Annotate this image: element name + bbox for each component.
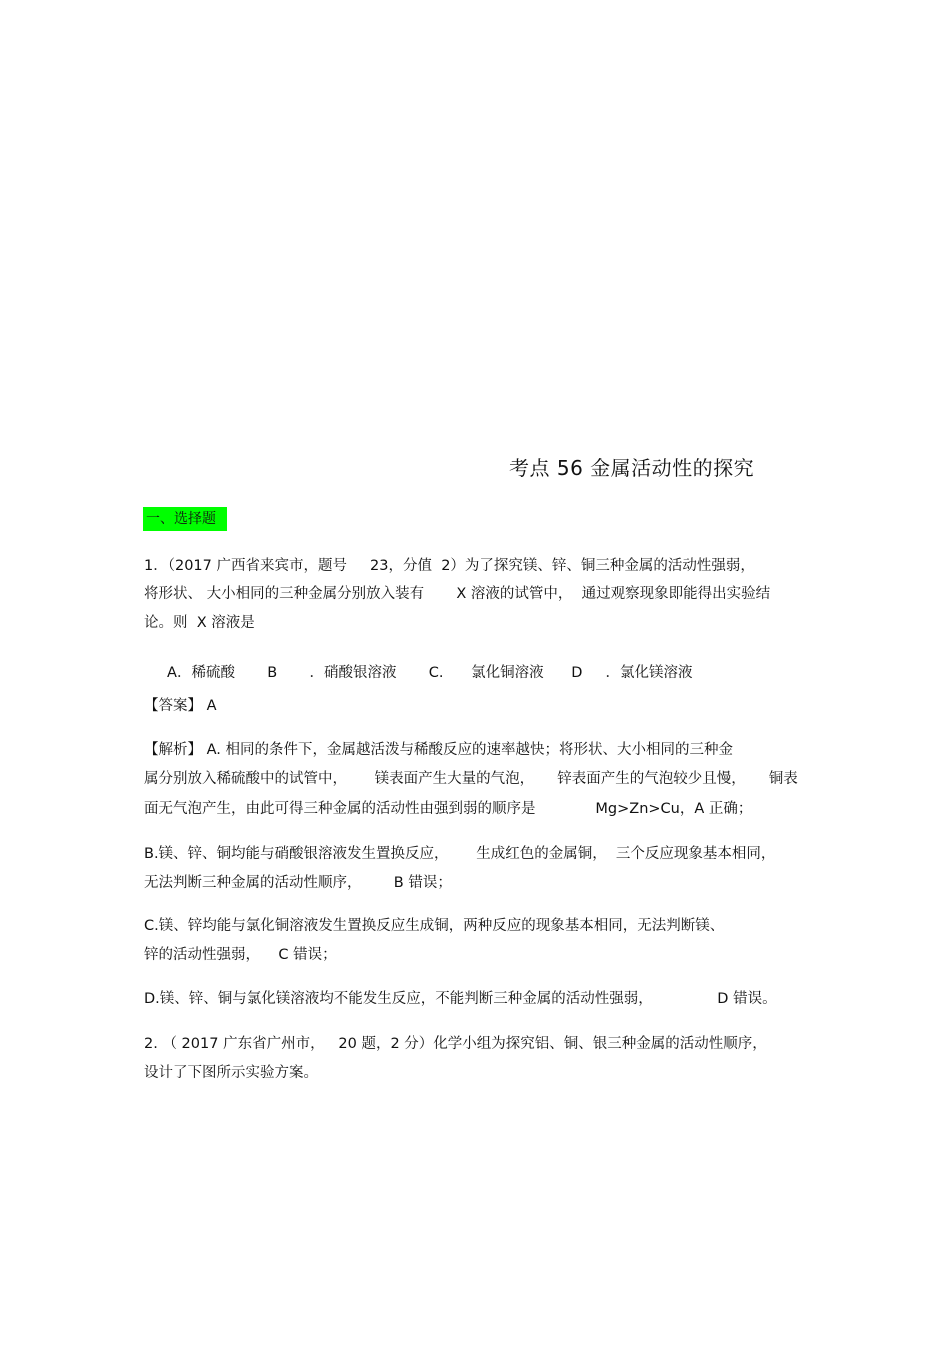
q1-line-2: 将形状、 大小相同的三种金属分别放入装有 X 溶液的试管中， 通过观察现象即能得出实验结 (144, 586, 771, 602)
q1-options: A．稀硫酸 B ．硝酸银溶液 C. 氯化铜溶液 D ．氯化镁溶液 (144, 665, 693, 681)
q2-line-2: 设计了下图所示实验方案。 (144, 1065, 318, 1081)
section-label-highlight: 一、选择题 (143, 507, 227, 531)
q1-analysis-c-line-1: C.镁、锌均能与氯化铜溶液发生置换反应生成铜，两种反应的现象基本相同，无法判断镁、 (144, 918, 725, 934)
q1-analysis-d-line-1: D.镁、锌、铜与氯化镁溶液均不能发生反应，不能判断三种金属的活动性强弱， D 错误。 (144, 991, 777, 1007)
q1-analysis-c-line-2: 锌的活动性强弱， C 错误； (144, 947, 337, 963)
q1-analysis-a-line-2: 属分别放入稀硫酸中的试管中， 镁表面产生大量的气泡， 锌表面产生的气泡较少且慢， 铜表 (144, 771, 798, 787)
q1-line-3: 论。则 X 溶液是 (144, 615, 255, 631)
q1-answer: 【答案】 A (144, 698, 217, 714)
q1-analysis-b-line-2: 无法判断三种金属的活动性顺序， B 错误； (144, 875, 452, 891)
q1-analysis-a-line-3: 面无气泡产生，由此可得三种金属的活动性由强到弱的顺序是 Mg>Zn>Cu，A 正确； (144, 801, 753, 817)
q2-line-1: 2. （ 2017 广东省广州市， 20 题，2 分）化学小组为探究铝、铜、银三种金属的活动性顺序， (144, 1036, 767, 1052)
q1-analysis-b-line-1: B.镁、锌、铜均能与硝酸银溶液发生置换反应， 生成红色的金属铜， 三个反应现象基本相同， (144, 846, 776, 862)
page-title: 考点 56 金属活动性的探究 (509, 456, 755, 480)
q1-line-1: 1．（2017 广西省来宾市，题号 23，分值 2）为了探究镁、锌、铜三种金属的活动性强弱， (144, 558, 755, 574)
q1-analysis-a-line-1: 【解析】 A. 相同的条件下，金属越活泼与稀酸反应的速率越快；将形状、大小相同的三种金 (144, 742, 733, 758)
